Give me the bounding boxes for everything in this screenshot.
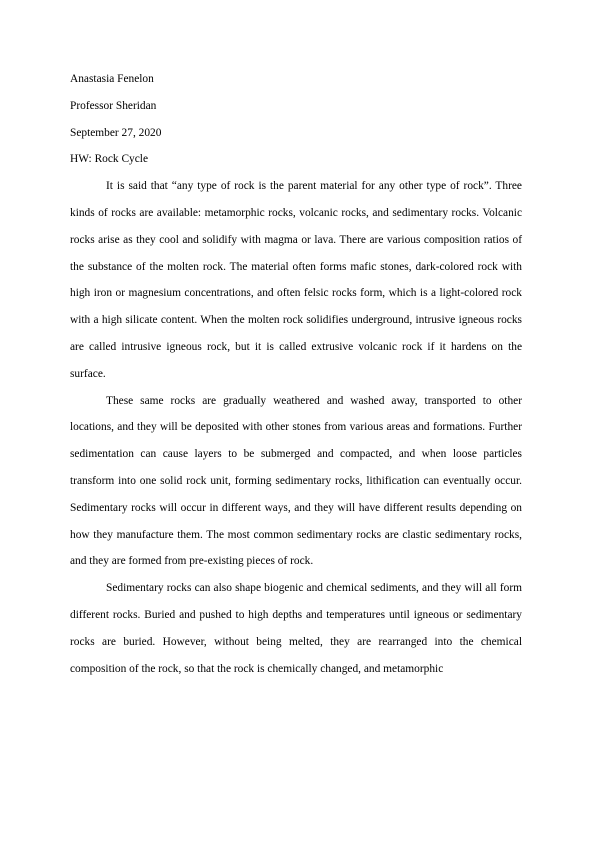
professor-name: Professor Sheridan	[70, 99, 157, 112]
paragraph-2: These same rocks are gradually weathered and washed away, transported to other locations, and they will be deposited with other stones from various areas and formations. Further sedimentation can cause layers to be submerged and compacted, and when loose particles transform into one solid rock unit, forming sedimentary rocks, lithification can eventually occur. Sedimentary rocks will occur in different ways, and they will have different results depending on how they manufacture them. The most common sedimentary rocks are clastic sedimentary rocks, and they are formed from pre-existing pieces of rock.	[70, 394, 522, 568]
paragraph-1: It is said that “any type of rock is the parent material for any other type of rock”. Three kinds of rocks are available: metamorphic rocks, volcanic rocks, and sedimentary rocks. Volcanic rocks arise as they cool and solidify with magma or lava. There are various composition ratios of the substance of the molten rock. The material often forms mafic stones, dark-colored rock with high iron or magnesium concentrations, and often felsic rocks form, which is a light-colored rock with a high silicate content. When the molten rock solidifies underground, intrusive igneous rocks are called intrusive igneous rock, but it is called extrusive volcanic rock if it hardens on the surface.	[70, 180, 522, 380]
student-name: Anastasia Fenelon	[70, 73, 154, 85]
essay-text	[70, 66, 522, 682]
paragraph-3: Sedimentary rocks can also shape biogenic and chemical sediments, and they will all form different rocks. Buried and pushed to high depths and temperatures until igneous or sedimentary rocks are buried. However, without being melted, they are rearranged into the chemical composition of the rock, so that the rock is chemically changed, and metamorphic	[70, 582, 522, 675]
assignment-title: HW: Rock Cycle	[70, 153, 149, 166]
date-line: September 27, 2020	[70, 126, 162, 139]
